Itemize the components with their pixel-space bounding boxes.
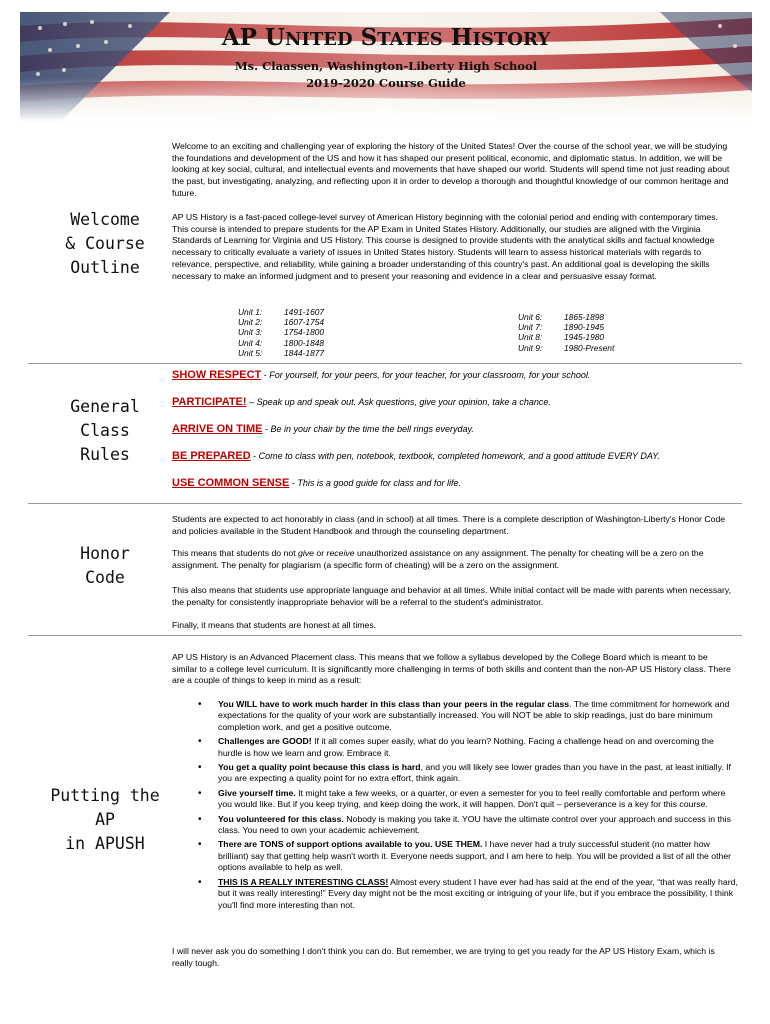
list-item: • Give yourself time. It might take a few weeks, or a quarter, or even a semester for you to feel really comfortable and perform where you would like. But if you keep trying, and keep doing the work, it will happen. Don't quit – perseverance is a key for this course. bbox=[198, 788, 738, 811]
unit-row: Unit 8: 1945-1980 bbox=[518, 332, 605, 343]
honor-code-heading: Honor Code bbox=[80, 544, 130, 587]
flag-banner bbox=[20, 12, 752, 122]
unit-row: Unit 5: 1844-1877 bbox=[238, 347, 325, 358]
unit-row: Unit 4: 1800-1848 bbox=[238, 337, 325, 348]
unit-row: Unit 2: 1607-1754 bbox=[238, 317, 325, 328]
list-item: • You volunteered for this class. Nobody is making you take it. YOU have the ultimate control over your approach and success in this class. You need to own your academic achievement. bbox=[198, 814, 738, 837]
apush-heading: Putting the AP in APUSH bbox=[50, 786, 160, 853]
rule-participate: PARTICIPATE! – Speak up and speak out. Ask questions, give your opinion, take a chance. bbox=[172, 396, 551, 408]
list-item: • Challenges are GOOD! If it all comes super easily, what do you learn? Nothing. Facing a challenge head on and overcoming the hurdle is how we learn and grow. Embrace it. bbox=[198, 736, 738, 759]
honor-code-behavior: This also means that students use appropriate language and behavior at all times. While initial contact will be made with parents when necessary, the penalty for consistently inappropriate behavior will be a referral to the student's administrator. bbox=[172, 585, 732, 607]
welcome-paragraph: Welcome to an exciting and challenging year of exploring the history of the United States! Over the course of the school year, we will be studying the foundations and development of the US and how it has shaped our present political, economic, and diplomatic status. In addition, we will be looking at key social, cultural, and intellectual events and movements that have shaped our world. Students will spend time not just reading about the past, but investigating, analyzing, and reflecting upon it in order to develop a thorough and thoughtful knowledge of our common heritage and future. bbox=[172, 141, 730, 198]
apush-bullet-list bbox=[198, 699, 738, 914]
rule-arrive-on-time: ARRIVE ON TIME - Be in your chair by the time the bell rings everyday. bbox=[172, 423, 474, 435]
apush-intro: AP US History is an Advanced Placement class. This means that we follow a syllabus developed by the College Board which is meant to be similar to a college level curriculum. It is significantly more challenging in terms of both skills and content than the non-AP US History class. There are a couple of things to keep in mind as a result: bbox=[172, 652, 731, 686]
list-item: • There are TONS of support options available to you. USE THEM. I have never had a truly successful student (no matter how brilliant) say that getting help wasn't worth it. Everyone needs support, and I am here to help. You will be provided a list of all the other options available to help as well. bbox=[198, 839, 738, 873]
list-item: • You WILL have to work much harder in this class than your peers in the regular class. The time commitment for homework and expectations for the quality of your work are substantially increased. You will NOT be able to skip readings, just do bare minimum completion work, and get a positive outcome. bbox=[198, 699, 738, 733]
unit-row: Unit 9: 1980-Present bbox=[518, 342, 615, 353]
unit-row: Unit 7: 1890-1945 bbox=[518, 322, 605, 333]
section-divider bbox=[28, 635, 742, 636]
unit-row: Unit 1: 1491-1607 bbox=[238, 307, 325, 317]
teacher-school-subtitle: Ms. Claassen, Washington-Liberty High School bbox=[234, 59, 538, 73]
section-divider bbox=[28, 503, 742, 504]
course-description-paragraph: AP US History is a fast-paced college-level survey of American History beginning with the colonial period and ending with contemporary times. This course is intended to prepare students for the AP Exam in United States History. Additionally, our studies are aligned with the Virginia Standards of Learning for Virginia and US History. This course is designed to provide students with the analytical skills and factual knowledge necessary to critically evaluate a variety of issues in United States history. Students will learn to assess historical materials with regards to relevance, perspective, and reliability, while gaining a broader understanding of this country's past. An additional goal is developing the skills necessary to make an informed judgment and to present your reasoning and evidence in a clear and persuasive essay format. bbox=[172, 212, 718, 281]
list-item: • THIS IS A REALLY INTERESTING CLASS! Almost every student I have ever had has said at the end of the year, “that was really hard, but it was really interesting!” Every day might not be the most exciting or intriguing of your life, but if you embrace the possibility, I think you'll find more interesting than not. bbox=[198, 877, 738, 911]
list-item: • You get a quality point because this class is hard, and you will likely see lower grades than you have in the past, at least initially. If you are expecting a quality point for no extra effort, think again. bbox=[198, 762, 738, 785]
section-divider bbox=[28, 363, 742, 364]
course-guide-year: 2019-2020 Course Guide bbox=[306, 76, 466, 90]
unit-list-left bbox=[238, 307, 354, 358]
rule-be-prepared: BE PREPARED - Come to class with pen, notebook, textbook, completed homework, and a good attitude EVERY DAY. bbox=[172, 450, 660, 462]
rule-show-respect: SHOW RESPECT - For yourself, for your peers, for your teacher, for your classroom, for your school. bbox=[172, 369, 591, 381]
apush-closing: I will never ask you do something I don't think you can do. But remember, we are trying to get you ready for the AP US History Exam, which is really tough. bbox=[172, 946, 715, 968]
honor-code-assistance: This means that students do not give or receive unauthorized assistance on any assignment. The penalty for cheating will be a zero on the assignment. The penalty for plagiarism (a specific form of cheating) will be a zero on the assignment. bbox=[172, 548, 704, 570]
honor-code-intro: Students are expected to act honorably in class (and in school) at all times. There is a complete description of Washington-Liberty's Honor Code and policies available in the Student Handbook and through the counseling department. bbox=[172, 514, 726, 536]
unit-row: Unit 6: 1865-1898 bbox=[518, 312, 605, 322]
honor-code-honesty: Finally, it means that students are honest at all times. bbox=[172, 620, 377, 630]
unit-list-right bbox=[518, 312, 634, 353]
unit-row: Unit 3: 1754-1800 bbox=[238, 327, 325, 338]
rule-use-common-sense: USE COMMON SENSE - This is a good guide for class and for life. bbox=[172, 477, 461, 489]
welcome-heading: Welcome & Course Outline bbox=[65, 210, 145, 277]
document-title: AP UNITED STATES HISTORY bbox=[221, 24, 551, 51]
rules-heading: General Class Rules bbox=[70, 397, 140, 464]
